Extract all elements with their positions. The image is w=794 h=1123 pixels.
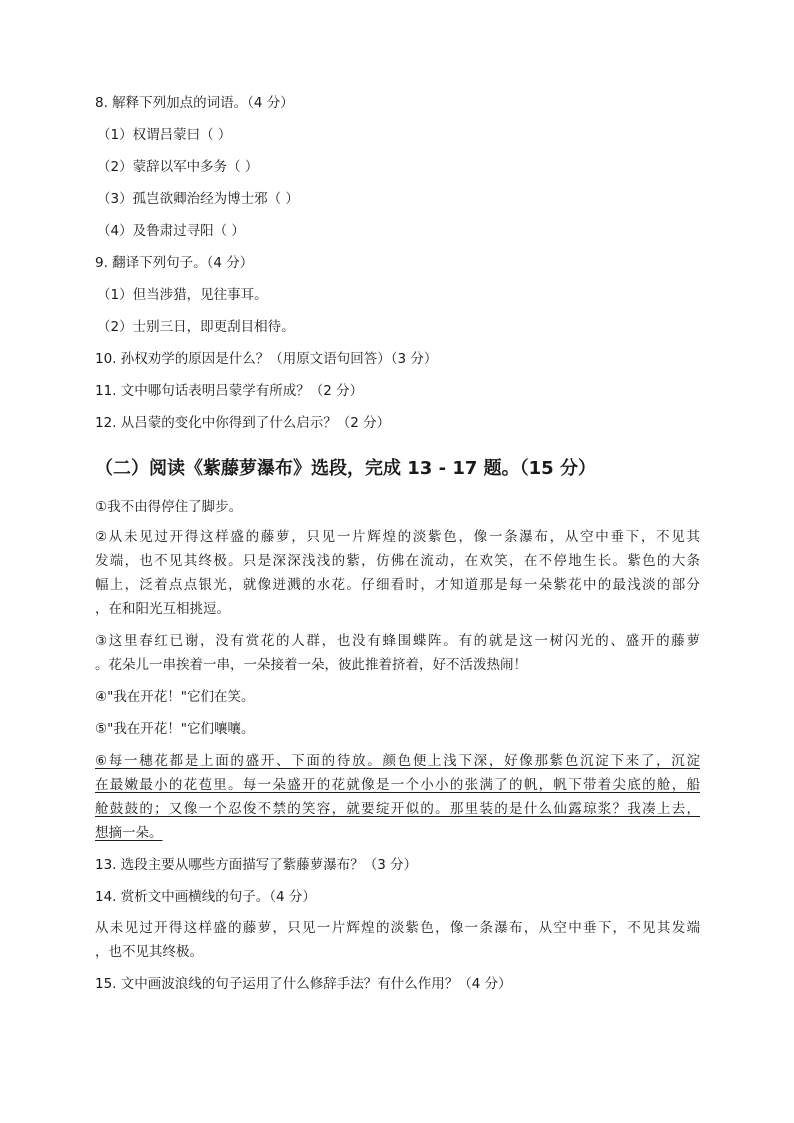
paragraph-6-line: 舱鼓鼓的；又像一个忍俊不禁的笑容，就要绽开似的。那里装的是什么仙露琼浆？我凑上去， xyxy=(95,801,700,817)
question-14-quote-line: 从未见过开得这样盛的藤萝，只见一片辉煌的淡紫色，像一条瀑布，从空中垂下，不见其发端 xyxy=(95,920,700,936)
paragraph-2-line: 幅上，泛着点点银光，就像迸溅的水花。仔细看时，才知道那是每一朵紫花中的最浅淡的部分 xyxy=(95,577,700,593)
paragraph-2-line: ②从未见过开得这样盛的藤萝，只见一片辉煌的淡紫色，像一条瀑布，从空中垂下，不见其 xyxy=(95,529,700,545)
question-11: 11. 文中哪句话表明吕蒙学有所成？（2 分） xyxy=(95,383,364,399)
paragraph-3-line: ③这里春红已谢，没有赏花的人群，也没有蜂围蝶阵。有的就是这一树闪光的、盛开的藤萝 xyxy=(95,633,700,649)
question-12: 12. 从吕蒙的变化中你得到了什么启示？（2 分） xyxy=(95,415,391,431)
paragraph-3 xyxy=(95,629,700,677)
question-9-item-2: （2）士别三日，即更刮目相待。 xyxy=(97,319,295,335)
paragraph-4 xyxy=(95,685,700,709)
paragraph-1-line: ①我不由得停住了脚步。 xyxy=(95,499,243,515)
paragraph-4-line: ④"我在开花！"它们在笑。 xyxy=(95,689,255,705)
paragraph-6-line: 在最嫩最小的花苞里。每一朵盛开的花就像是一个小小的张满了的帆，帆下带着尖底的舱，船 xyxy=(95,777,700,793)
paragraph-6-underlined xyxy=(95,749,700,845)
paragraph-3-line: 。花朵儿一串挨着一串，一朵接着一朵，彼此推着挤着，好不活泼热闹！ xyxy=(95,657,527,673)
question-14-quote xyxy=(95,916,700,964)
question-9-item-1: （1）但当涉猎，见往事耳。 xyxy=(97,287,268,303)
question-10: 10. 孙权劝学的原因是什么？（用原文语句回答）（3 分） xyxy=(95,351,438,367)
paragraph-5-line: ⑤"我在开花！"它们嚷嚷。 xyxy=(95,721,255,737)
paragraph-1 xyxy=(95,495,700,519)
question-13: 13. 选段主要从哪些方面描写了紫藤萝瀑布？（3 分） xyxy=(95,857,418,873)
paragraph-2 xyxy=(95,525,700,621)
section-2-heading: （二）阅读《紫藤萝瀑布》选段，完成 13 - 17 题。（15 分） xyxy=(95,458,596,479)
question-14-quote-line: ，也不见其终极。 xyxy=(95,944,203,960)
question-8-item-4: （4）及鲁肃过寻阳（ ） xyxy=(97,223,245,239)
question-9-title: 9. 翻译下列句子。（4 分） xyxy=(95,255,254,271)
question-8-item-1: （1）权谓吕蒙曰（ ） xyxy=(97,127,232,143)
question-8-title: 8. 解释下列加点的词语。（4 分） xyxy=(95,95,294,111)
paragraph-6-line: ⑥每一穗花都是上面的盛开、下面的待放。颜色便上浅下深，好像那紫色沉淀下来了，沉淀 xyxy=(95,753,700,769)
paragraph-5 xyxy=(95,717,700,741)
question-8-item-3: （3）孤岂欲卿治经为博士邪（ ） xyxy=(97,191,299,207)
paragraph-2-line: ，在和阳光互相挑逗。 xyxy=(95,601,230,617)
paragraph-6-line: 想摘一朵。 xyxy=(95,825,163,841)
question-8-item-2: （2）蒙辞以军中多务（ ） xyxy=(97,159,259,175)
question-14-title: 14. 赏析文中画横线的句子。（4 分） xyxy=(95,889,316,905)
paragraph-2-line: 发端，也不见其终极。只是深深浅浅的紫，仿佛在流动，在欢笑，在不停地生长。紫色的大条 xyxy=(95,553,700,569)
question-15: 15. 文中画波浪线的句子运用了什么修辞手法？有什么作用？（4 分） xyxy=(95,976,512,992)
